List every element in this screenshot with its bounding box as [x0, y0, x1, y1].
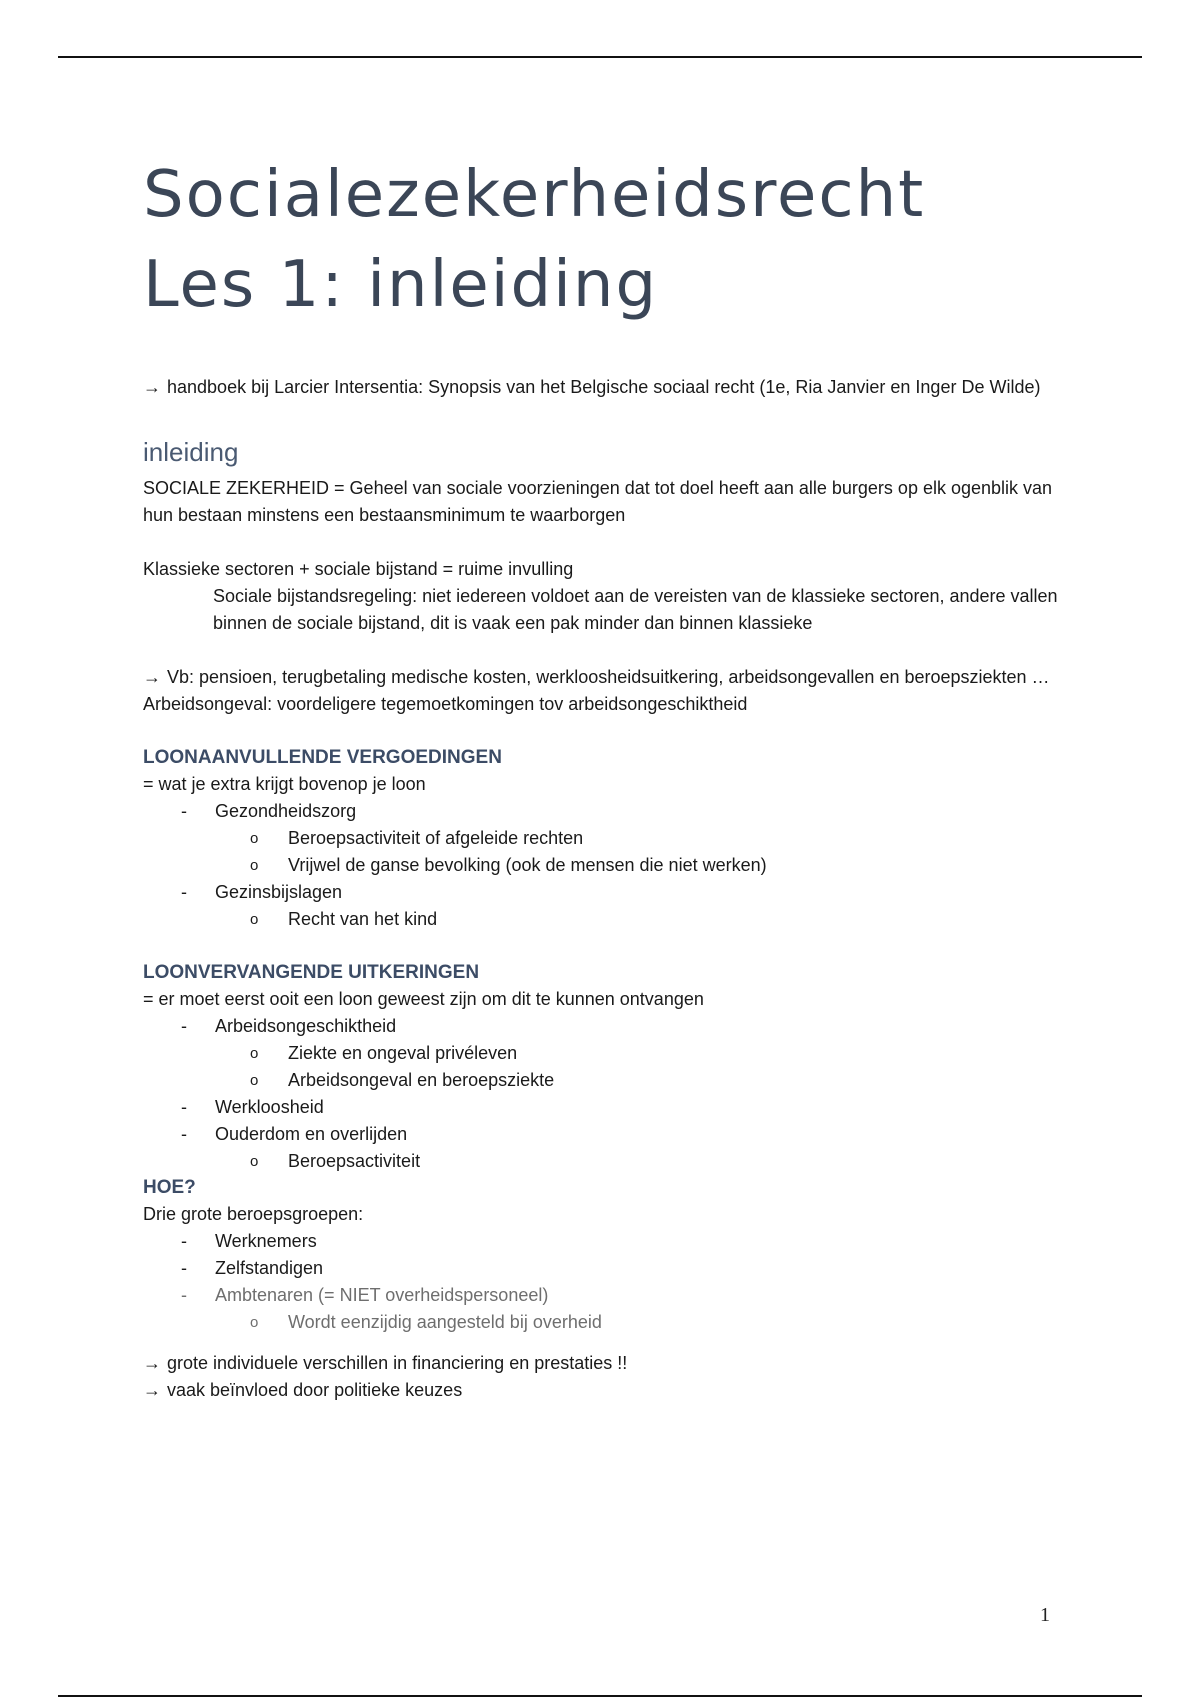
circle-bullet: o — [250, 830, 259, 847]
heading-hoe: HOE? — [143, 1177, 196, 1198]
conclusion-line-2: → vaak beïnvloed door politieke keuzes — [143, 1380, 463, 1400]
list-item: - Gezinsbijslagen o Recht van het kind — [143, 879, 1063, 933]
loonaanvullende-definition: = wat je extra krijgt bovenop je loon — [143, 774, 426, 794]
circle-bullet: o — [250, 857, 259, 874]
sub-list-item: o Arbeidsongeval en beroepsziekte — [143, 1067, 1063, 1094]
loonvervangende-list — [143, 1013, 1063, 1175]
list-item: - Gezondheidszorg o Beroepsactiviteit of afgeleide rechten o Vrijwel de ganse bevolking (ook de mensen die niet werken) — [143, 798, 1063, 879]
sub-list-item: o Vrijwel de ganse bevolking (ook de mensen die niet werken) — [143, 852, 1063, 879]
dash-bullet: - — [181, 801, 187, 821]
hoe-definition: Drie grote beroepsgroepen: — [143, 1204, 364, 1224]
circle-bullet: o — [250, 1153, 259, 1170]
document-body — [143, 150, 1063, 1404]
arrow-icon: → — [143, 1353, 161, 1373]
heading-inleiding: inleiding — [143, 437, 239, 467]
list-item: - Werkloosheid — [143, 1094, 1063, 1121]
intro-text: handboek bij Larcier Intersentia: Synopsis van het Belgische sociaal recht (1e, Ria Janvier en Inger De Wilde) — [167, 377, 1041, 397]
title-line-1: Socialezekerheidsrecht — [143, 158, 926, 232]
dash-bullet: - — [181, 1016, 187, 1036]
title-line-2: Les 1: inleiding — [143, 248, 659, 322]
loonvervangende-definition: = er moet eerst ooit een loon geweest zijn om dit te kunnen ontvangen — [143, 989, 704, 1009]
list-item: - Zelfstandigen — [143, 1255, 1063, 1282]
conclusion-line-1: → grote individuele verschillen in financiering en prestaties !! — [143, 1353, 628, 1373]
classic-indent: Sociale bijstandsregeling: niet iedereen voldoet aan de vereisten van de klassieke sectoren, andere vallen binnen de sociale bijstand, dit is vaak een pak minder dan binnen klassieke — [213, 586, 1058, 633]
heading-loonvervangende: LOONVERVANGENDE UITKERINGEN — [143, 962, 480, 983]
list-item: - Werknemers — [143, 1228, 1063, 1255]
list-item: - Ambtenaren (= NIET overheidspersoneel) o Wordt eenzijdig aangesteld bij overheid — [143, 1282, 1063, 1336]
footer-rule — [58, 1695, 1142, 1697]
definition-sociale-zekerheid: SOCIALE ZEKERHEID = Geheel van sociale voorzieningen dat tot doel heeft aan alle burgers op elk ogenblik van hun bestaan minstens een bestaansminimum te waarborgen — [143, 478, 1053, 525]
circle-bullet: o — [250, 911, 259, 928]
example-text: Vb: pensioen, terugbetaling medische kosten, werkloosheidsuitkering, arbeidsongevallen en beroepsziekten … — [167, 667, 1050, 687]
hoe-list — [143, 1228, 1063, 1336]
sub-list-item: o Beroepsactiviteit of afgeleide rechten — [143, 825, 1063, 852]
sub-list-item: o Recht van het kind — [143, 906, 1063, 933]
circle-bullet: o — [250, 1072, 259, 1089]
sub-list-item: o Wordt eenzijdig aangesteld bij overheid — [143, 1309, 1063, 1336]
example-paragraph — [143, 664, 1063, 691]
dash-bullet: - — [181, 1231, 187, 1251]
header-rule — [58, 56, 1142, 58]
sub-list-item: o Ziekte en ongeval privéleven — [143, 1040, 1063, 1067]
heading-loonaanvullende: LOONAANVULLENDE VERGOEDINGEN — [143, 747, 502, 768]
dash-bullet: - — [181, 882, 187, 902]
document-title — [143, 150, 1063, 330]
dash-bullet: - — [181, 1097, 187, 1117]
list-item: - Ouderdom en overlijden o Beroepsactiviteit — [143, 1121, 1063, 1175]
dash-bullet: - — [181, 1124, 187, 1144]
loonaanvullende-list — [143, 798, 1063, 933]
arrow-icon: → — [143, 667, 161, 687]
dash-bullet: - — [181, 1285, 187, 1305]
accident-paragraph: Arbeidsongeval: voordeligere tegemoetkomingen tov arbeidsongeschiktheid — [143, 694, 748, 714]
arrow-icon: → — [143, 1380, 161, 1400]
classic-sectors: Klassieke sectoren + sociale bijstand = ruime invulling — [143, 559, 574, 579]
arrow-icon: → — [143, 377, 161, 397]
intro-paragraph — [143, 374, 1063, 401]
circle-bullet: o — [250, 1314, 259, 1331]
page-number: 1 — [1040, 1604, 1050, 1626]
sub-list-item: o Beroepsactiviteit — [143, 1148, 1063, 1175]
dash-bullet: - — [181, 1258, 187, 1278]
list-item: - Arbeidsongeschiktheid o Ziekte en ongeval privéleven o Arbeidsongeval en beroepsziekte — [143, 1013, 1063, 1094]
circle-bullet: o — [250, 1045, 259, 1062]
